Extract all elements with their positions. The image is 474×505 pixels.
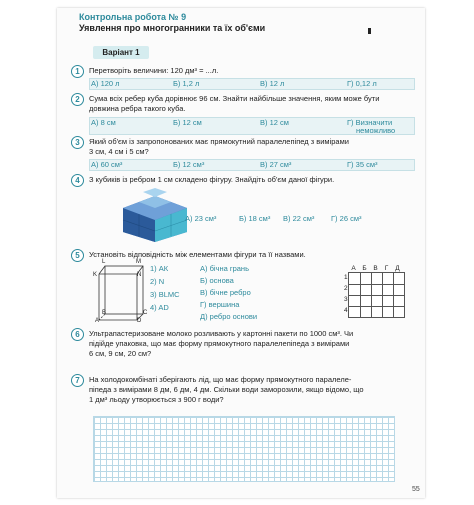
page-subtitle: Уявлення про многогранники та їх об'єми — [79, 23, 266, 33]
vertex-label: M — [136, 259, 141, 265]
answer-option[interactable]: В) 12 л — [260, 79, 285, 88]
answer-option[interactable]: Б) 12 см — [173, 118, 202, 127]
grid-column-header: В — [373, 265, 378, 272]
match-name[interactable]: А) бічна грань — [200, 264, 249, 273]
match-name[interactable]: В) бічне ребро — [200, 288, 251, 297]
vertex-label: D — [137, 318, 142, 324]
margin-mark — [368, 28, 371, 34]
answer-option[interactable]: А) 60 см³ — [91, 160, 123, 169]
cube-figure — [119, 186, 191, 242]
variant-badge: Варіант 1 — [93, 46, 149, 59]
question-number: 2 — [71, 93, 84, 106]
question-text: підійде упаковка, що має форму прямокутного паралелепіпеда з вимірами — [89, 339, 350, 348]
question-number: 3 — [71, 136, 84, 149]
question-number: 1 — [71, 65, 84, 78]
answer-option[interactable]: Г) 35 см³ — [347, 160, 378, 169]
page-number: 55 — [412, 486, 420, 493]
answer-work-grid[interactable] — [93, 416, 395, 482]
answer-option[interactable]: А) 120 л — [91, 79, 120, 88]
answer-option-continued: неможливо — [356, 126, 396, 135]
question-text: 3 см, 4 см і 5 см? — [89, 147, 149, 156]
match-item[interactable]: 2) N — [150, 277, 165, 286]
question-text: Ультрапастеризоване молоко розливають у картонні пакети по 1000 см³. Чи — [89, 329, 354, 338]
answer-option[interactable]: А) 8 см — [91, 118, 116, 127]
match-name[interactable]: Г) вершина — [200, 300, 240, 309]
header — [57, 8, 425, 38]
answer-option[interactable]: Б) 1,2 л — [173, 79, 200, 88]
answer-option[interactable]: Б) 12 см³ — [173, 160, 205, 169]
grid-row-header: 2 — [344, 285, 348, 292]
question-text: Установіть відповідність між елементами фігури та її назвами. — [89, 250, 306, 259]
question-text: З кубиків із ребром 1 см складено фігуру. Знайдіть об'єм даної фігури. — [89, 175, 335, 184]
question-text: довжина ребра такого куба. — [89, 104, 186, 113]
match-item[interactable]: 4) AD — [150, 303, 169, 312]
answer-option[interactable]: В) 22 см³ — [283, 214, 315, 223]
vertex-label: L — [102, 259, 106, 265]
grid-row-header: 3 — [344, 296, 348, 303]
match-name[interactable]: Д) ребро основи — [200, 312, 258, 321]
grid-column-header: Д — [395, 265, 400, 272]
worksheet-page — [57, 8, 425, 498]
match-item[interactable]: 3) BLMC — [150, 290, 180, 299]
vertex-label: B — [102, 310, 107, 316]
answer-match-grid[interactable] — [348, 272, 405, 318]
grid-row-header: 4 — [344, 307, 348, 314]
answer-option[interactable]: Г) 26 см³ — [331, 214, 362, 223]
answer-option[interactable]: Г) 0,12 л — [347, 79, 377, 88]
answer-option[interactable]: А) 23 см³ — [185, 214, 217, 223]
grid-column-header: А — [351, 265, 356, 272]
answer-option[interactable]: В) 12 см — [260, 118, 289, 127]
match-name[interactable]: Б) основа — [200, 276, 234, 285]
question-text: Сума всіх ребер куба дорівнює 96 см. Знайти найбільше значення, яким може бути — [89, 94, 380, 103]
question-text: 6 см, 9 см, 20 см? — [89, 349, 152, 358]
vertex-label: C — [143, 310, 148, 316]
vertex-label: K — [93, 272, 98, 278]
question-text: Який об'єм із запропонованих має прямокутний паралелепіпед з вимірами — [89, 137, 349, 146]
vertex-label: A — [95, 318, 100, 324]
vertex-label: N — [137, 272, 142, 278]
question-text: піпеда з вимірами 8 дм, 6 дм, 4 дм. Скільки води заморозили, якщо відомо, що — [89, 385, 364, 394]
question-number: 6 — [71, 328, 84, 341]
question-text: На холодокомбінаті зберігають лід, що має форму прямокутного паралеле- — [89, 375, 352, 384]
answer-option[interactable]: Б) 18 см³ — [239, 214, 271, 223]
answer-option[interactable]: Г) Визначити — [347, 118, 393, 127]
grid-column-header: Г — [384, 265, 389, 272]
question-text: Перетворіть величини: 120 дм³ = ...л. — [89, 66, 219, 75]
question-number: 7 — [71, 374, 84, 387]
question-number: 5 — [71, 249, 84, 262]
page-title: Контрольна робота № 9 — [79, 12, 187, 22]
match-item[interactable]: 1) АК — [150, 264, 169, 273]
question-number: 4 — [71, 174, 84, 187]
question-text: 1 дм³ льоду утворюється з 900 г води? — [89, 395, 224, 404]
grid-column-header: Б — [362, 265, 367, 272]
answer-option[interactable]: В) 27 см³ — [260, 160, 292, 169]
grid-row-header: 1 — [344, 274, 348, 281]
